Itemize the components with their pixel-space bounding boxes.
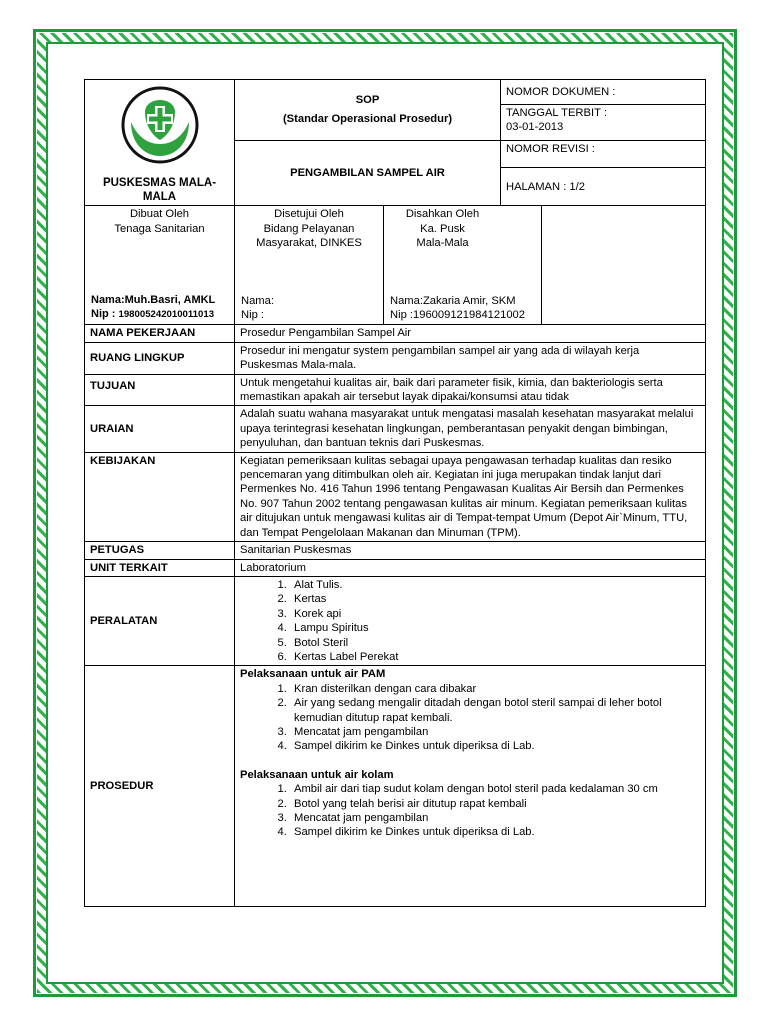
sop-table — [84, 79, 706, 907]
disahkan-oleh-label: Disahkan Oleh — [405, 208, 480, 221]
dibuat-oleh-label: Dibuat Oleh — [129, 208, 190, 221]
dibuat-oleh-nip: 198005242010011013 — [118, 309, 215, 320]
nomor-revisi: NOMOR REVISI : — [501, 141, 706, 168]
list-item: 3. Korek api — [290, 607, 700, 621]
list-item: 1. Kran disterilkan dengan cara dibakar — [290, 682, 700, 696]
list-item: 2. Kertas — [290, 592, 700, 606]
unit-terkait-value: Laboratorium — [235, 559, 706, 576]
uraian-value: Adalah suatu wahana masyarakat untuk mengatasi masalah kesehatan masyarakat melalui upaya terintegrasi kesehatan lingkungan, pemberantasan penyakit dengan bimbingan, penyuluhan, dan bantuan teknis dari Puskesmas. — [235, 406, 706, 452]
list-item: 4. Sampel dikirim ke Dinkes untuk diperiksa di Lab. — [290, 825, 700, 839]
dibuat-oleh-nip-label: Nip : — [91, 308, 116, 320]
list-item: 2. Botol yang telah berisi air ditutup rapat kembali — [290, 797, 700, 811]
prosedur-kolam-list — [240, 782, 700, 840]
ruang-lingkup-label: RUANG LINGKUP — [85, 342, 235, 374]
empty-signature-cell — [542, 206, 706, 325]
unit-terkait-label: UNIT TERKAIT — [85, 559, 235, 576]
document-title: PENGAMBILAN SAMPEL AIR — [235, 141, 501, 206]
org-logo-cell — [85, 80, 235, 206]
kebijakan-label: KEBIJAKAN — [85, 452, 235, 541]
sop-title: SOP — [355, 94, 380, 106]
nomor-dokumen: NOMOR DOKUMEN : — [501, 80, 706, 105]
prosedur-pam-title: Pelaksanaan untuk air PAM — [240, 668, 386, 681]
org-name: PUSKESMAS MALA-MALA — [102, 177, 217, 204]
disahkan-oleh-nip: Nip :196009121984121002 — [390, 309, 525, 321]
list-item: 3. Mencatat jam pengambilan — [290, 725, 700, 739]
disetujui-oleh-nip: Nip : — [241, 309, 265, 321]
halaman: HALAMAN : 1/2 — [501, 168, 706, 206]
disahkan-oleh-org: Mala-Mala — [416, 237, 469, 250]
list-item: 4. Sampel dikirim ke Dinkes untuk diperiksa di Lab. — [290, 739, 700, 753]
peralatan-label: PERALATAN — [85, 576, 235, 665]
disetujui-oleh-label: Disetujui Oleh — [274, 208, 344, 221]
disahkan-oleh-role: Ka. Pusk — [420, 222, 465, 235]
nama-pekerjaan-label: NAMA PEKERJAAN — [85, 325, 235, 342]
prosedur-pam-list — [240, 682, 700, 754]
ruang-lingkup-value: Prosedur ini mengatur system pengambilan sampel air yang ada di wilayah kerja Puskesmas Mala-mala. — [235, 342, 706, 374]
peralatan-list — [240, 578, 700, 664]
tanggal-terbit-cell — [501, 105, 706, 141]
list-item: 6. Kertas Label Perekat — [290, 650, 700, 664]
sop-subtitle: (Standar Operasional Prosedur) — [282, 113, 453, 125]
dibuat-oleh-cell — [85, 206, 235, 325]
list-item: 2. Air yang sedang mengalir ditadah dengan botol steril sampai di leher botol kemudian ditutup rapat kembali. — [290, 696, 700, 725]
prosedur-label: PROSEDUR — [85, 666, 235, 907]
prosedur-kolam-title: Pelaksanaan untuk air kolam — [240, 768, 394, 781]
tanggal-terbit-value: 03-01-2013 — [506, 121, 564, 134]
disetujui-oleh-org: Masyarakat, DINKES — [256, 237, 362, 250]
petugas-label: PETUGAS — [85, 542, 235, 559]
kebijakan-value: Kegiatan pemeriksaan kulitas sebagai upaya pengawasan terhadap kualitas dan resiko pencemaran yang ditimbulkan oleh air. Kegiatan ini juga merupakan tindak lanjut dari Permenkes No. 416 Tahun 1996 tentang Pengawasan Kualitas Air Bersih dan Permenkes No. 907 Tahun 2002 tentang pengawasan kulitas air minum. Kegiatan pemeriksaan kulitas air ditujukan untuk mengawasi kulitas air di Tempat-tempat Umum (Depot Air`Minum, TTU, dan Tempat Pengelolaan Makanan dan Minuman (TPM). — [235, 452, 706, 541]
list-item: 5. Botol Steril — [290, 636, 700, 650]
petugas-value: Sanitarian Puskesmas — [235, 542, 706, 559]
disetujui-oleh-nama: Nama: — [241, 294, 274, 307]
nama-pekerjaan-value: Prosedur Pengambilan Sampel Air — [235, 325, 706, 342]
list-item: 4. Lampu Spiritus — [290, 621, 700, 635]
disetujui-oleh-cell — [235, 206, 384, 325]
prosedur-cell — [235, 666, 706, 907]
list-item: 1. Ambil air dari tiap sudut kolam dengan botol steril pada kedalaman 30 cm — [290, 782, 700, 796]
disetujui-oleh-role: Bidang Pelayanan — [263, 222, 355, 235]
tanggal-terbit-label: TANGGAL TERBIT : — [506, 107, 607, 119]
dibuat-oleh-nama: Nama:Muh.Basri, AMKL — [91, 293, 216, 306]
tujuan-value: Untuk mengetahui kualitas air, baik dari parameter fisik, kimia, dan bakteriologis serta memastikan apakah air tersebut layak dipakai/konsumsi atau tidak — [235, 374, 706, 406]
sop-title-cell — [235, 80, 501, 141]
disahkan-oleh-cell — [384, 206, 542, 325]
list-item: 1. Alat Tulis. — [290, 578, 700, 592]
list-item: 3. Mencatat jam pengambilan — [290, 811, 700, 825]
disahkan-oleh-nama: Nama:Zakaria Amir, SKM — [390, 294, 516, 307]
uraian-label: URAIAN — [85, 406, 235, 452]
tujuan-label: TUJUAN — [85, 374, 235, 406]
peralatan-cell — [235, 576, 706, 665]
dibuat-oleh-role: Tenaga Sanitarian — [114, 222, 205, 235]
bakti-husada-logo-icon — [105, 86, 215, 164]
